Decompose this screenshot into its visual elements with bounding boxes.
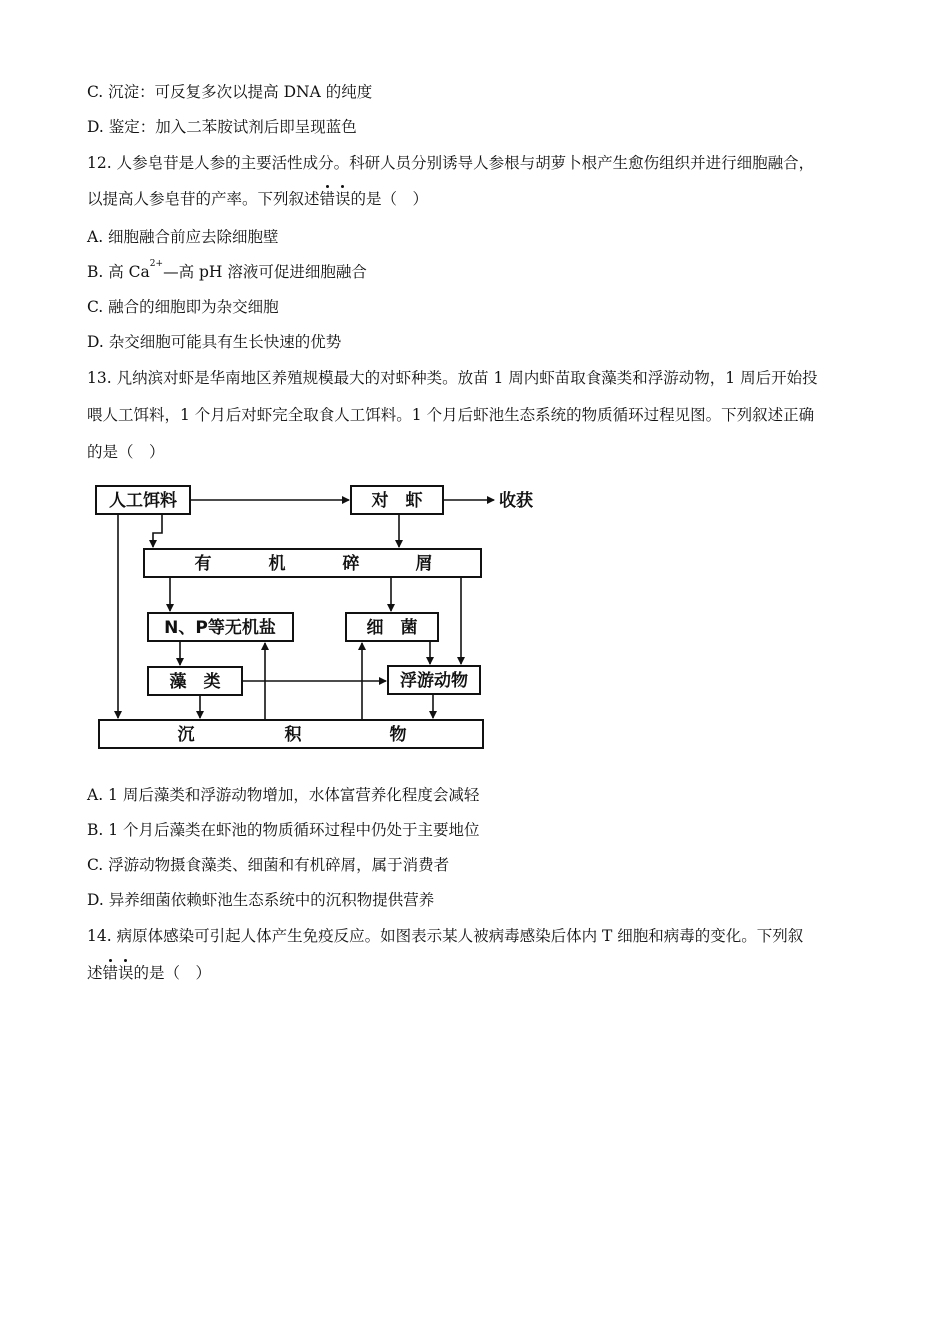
q11-option-c: C. 沉淀：可反复多次以提高 DNA 的纯度 (87, 83, 373, 101)
material-cycle-diagram (90, 478, 550, 754)
q12-option-d: D. 杂交细胞可能具有生长快速的优势 (87, 333, 342, 351)
q12-option-a: A. 细胞融合前应去除细胞壁 (87, 228, 279, 246)
emphasis-char: 误 (118, 964, 134, 982)
emphasis-char: 错 (102, 964, 119, 982)
q13-stem-line-1: 13. 凡纳滨对虾是华南地区养殖规模最大的对虾种类。放苗 1 周内虾苗取食藻类和浮游动物，1 周后开始投 (87, 369, 818, 387)
emphasis-char: 误 (335, 190, 351, 208)
debris-char: 屑 (415, 554, 433, 574)
q12-option-b-text: —高 pH 溶液可促进细胞融合 (163, 263, 367, 281)
q13-option-d: D. 异养细菌依赖虾池生态系统中的沉积物提供营养 (87, 891, 435, 909)
sediment-char: 物 (389, 725, 407, 745)
emphasis-char: 错 (319, 190, 336, 208)
q12-option-c: C. 融合的细胞即为杂交细胞 (87, 298, 279, 316)
q14-stem-text: 的是（ ） (133, 964, 212, 982)
q12-stem-line-2 (87, 189, 428, 209)
debris-char: 机 (268, 554, 286, 574)
q14-stem-line-2 (87, 963, 211, 983)
q13-stem-line-3: 的是（ ） (87, 443, 165, 461)
bacteria-label: 细 菌 (366, 618, 418, 638)
q13-option-b: B. 1 个月后藻类在虾池的物质循环过程中仍处于主要地位 (87, 821, 480, 839)
zooplankton-label: 浮游动物 (400, 671, 468, 691)
q12-stem-text: 的是（ ） (350, 190, 429, 208)
shrimp-label: 对 虾 (371, 491, 423, 511)
q14-stem-line-1: 14. 病原体感染可引起人体产生免疫反应。如图表示某人被病毒感染后体内 T 细胞和病毒的变化。下列叙 (87, 927, 804, 945)
debris-char: 碎 (342, 554, 360, 574)
q14-stem-text: 述 (87, 964, 103, 982)
q13-option-a: A. 1 周后藻类和浮游动物增加，水体富营养化程度会减轻 (87, 786, 480, 804)
q12-stem-line-1: 12. 人参皂苷是人参的主要活性成分。科研人员分别诱导人参根与胡萝卜根产生愈伤组织并进行细胞融合， (87, 154, 815, 172)
q12-option-b (87, 259, 367, 282)
q11-option-d: D. 鉴定：加入二苯胺试剂后即呈现蓝色 (87, 118, 357, 136)
feed-label: 人工饵料 (109, 491, 177, 511)
harvest-label: 收获 (499, 491, 533, 511)
superscript: 2+ (149, 259, 164, 269)
sediment-char: 沉 (177, 725, 195, 745)
debris-char: 有 (194, 554, 212, 574)
q12-option-b-text: B. 高 Ca (87, 263, 150, 281)
q12-stem-text: 以提高人参皂苷的产率。下列叙述 (87, 190, 320, 208)
arrow-feed-debris (153, 514, 162, 547)
q13-stem-line-2: 喂人工饵料，1 个月后对虾完全取食人工饵料。1 个月后虾池生态系统的物质循环过程见图。下列叙述正确 (87, 406, 815, 424)
sediment-char: 积 (284, 725, 302, 745)
q13-option-c: C. 浮游动物摄食藻类、细菌和有机碎屑，属于消费者 (87, 856, 450, 874)
salts-label: N、P等无机盐 (164, 618, 276, 638)
algae-label: 藻 类 (169, 672, 221, 692)
